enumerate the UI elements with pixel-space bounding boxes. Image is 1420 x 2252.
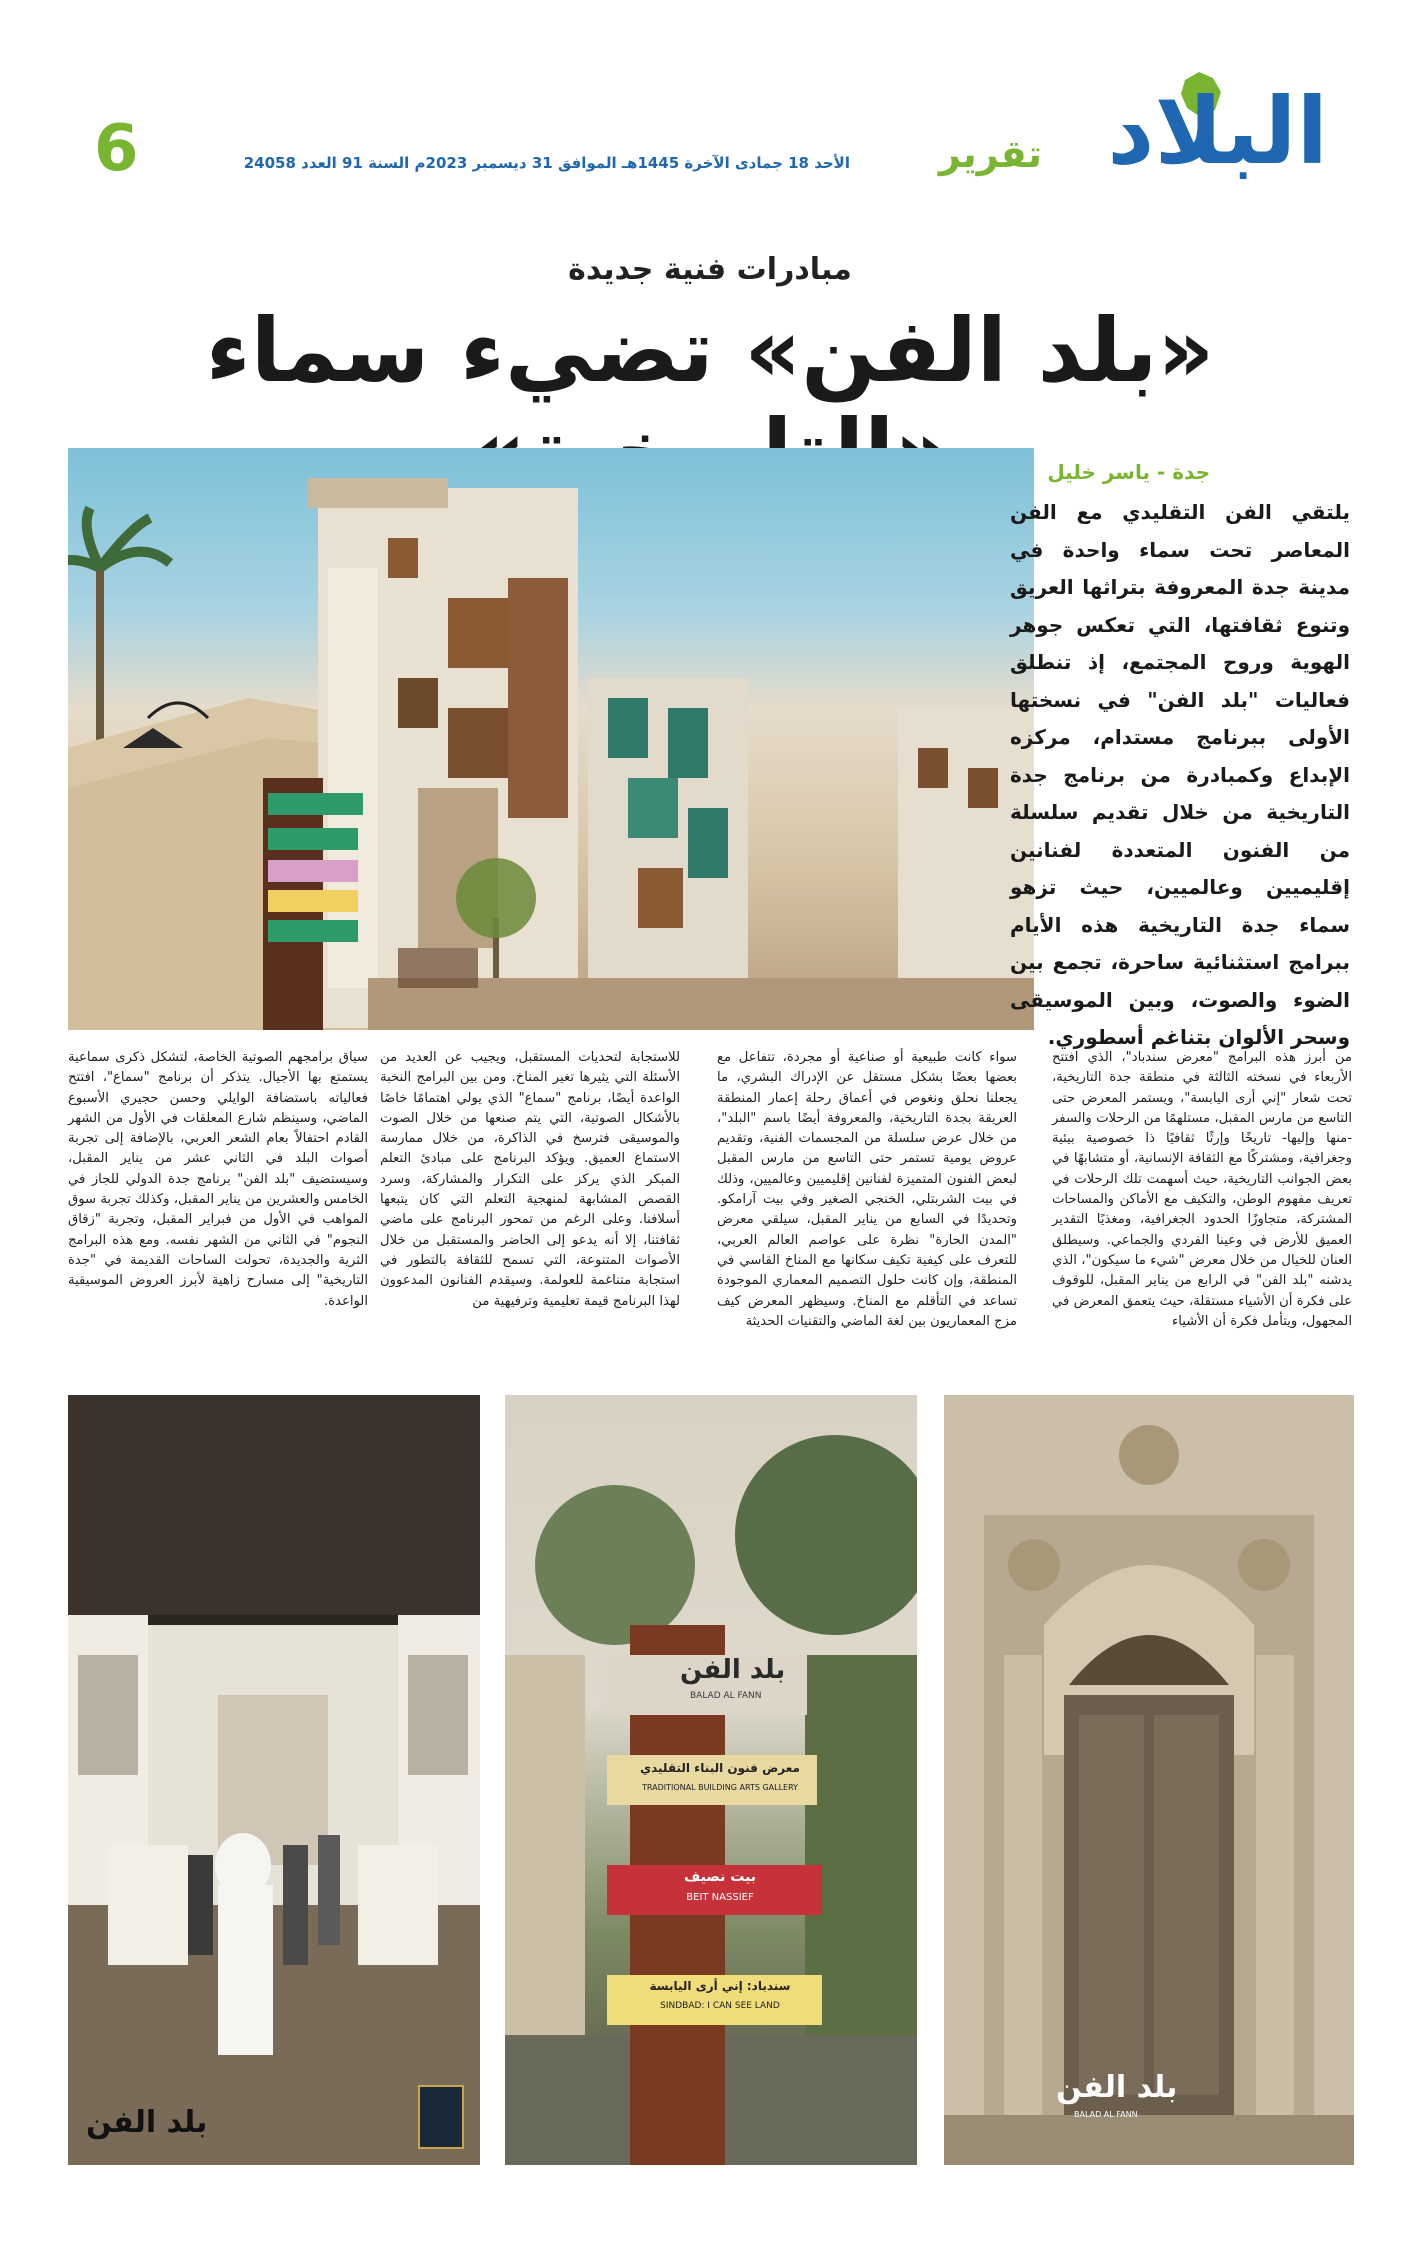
historic-buildings-illustration [68,448,1034,1030]
sign-top-latin: BALAD AL FANN [690,1691,762,1701]
sign-sindbad-ar: سندباد: إني أرى اليابسة [649,1979,791,1993]
balad-al-fann-watermark: بلد الفن [86,2105,208,2140]
newspaper-logo [1078,78,1328,198]
article-column-3: للاستجابة لتحديات المستقبل، ويجيب عن العديد من الأسئلة التي يثيرها تغير المناخ. ومن بين البرامج النخبة الواعدة أيضًا، برنامج "سماع" الذي يولي اهتمامًا خاصًا بالأشكال الصوتية، التي يتم صنعها من خلال الصوت والموسيقى فترسخ في الذاكرة، من خلال ممارسة الاستماع العميق. ويؤكد البرنامج على مبادئ التعلم المبكر الذي يركز على التكرار والمشاركة، وسرد القصص المشابهة لمنهجية التعلم التي كان يتبعها أسلافنا. وعلى الرغم من تمحور البرنامج على ماضي ثقافتنا، إلا أنه يدعو إلى الحاضر والمستقبل من خلال الأصوات المتنوعة، التي تسمح للثقافة بالتطور في استجابة متناغمة للعولمة. وسيقدم الفنانون المدعوون لهذا البرنامج قيمة تعليمية وترفيهية من [380,1050,680,1309]
article-kicker: مبادرات فنية جديدة [568,252,852,287]
article-column-1: من أبرز هذه البرامج "معرض سندباد"، الذي افتتح الأربعاء في نسخته الثالثة في منطقة جدة التاريخية، تحت شعار "إني أرى اليابسة"، ويستمر المعرض حتى التاسع من مارس المقبل، مستلهمًا من الرحلات والسفر -منها وإليها- تاريخًا وإرثًا ثقافيًا ذا خصوصية بيئية وجغرافية، ومشتركًا مع الثقافة الإنسانية، أو متشابهًا في بعض الجوانب التاريخية، حيث أسهمت تلك الرحلات في تعريف مفهوم الوطن، والتكيف مع الأماكن والمساحات المشتركة، متجاوزًا الحدود الجغرافية، ومغذيًا التقدير العميق للأرض في وعينا الفردي والجماعي. وسيطلق العنان للخيال من خلال معرض "شيء ما سيكون"، الذي يدشنه "بلد الفن" في الرابع من يناير المقبل، للوقوف على فكرة أن الأشياء مستقلة، حيث يتعمق المعرض في المجهول، ويتأمل فكرة أن الأشياء [1052,1050,1352,1329]
article-byline: جدة - ياسر خليل [1047,460,1210,484]
balad-al-fann-watermark-right: بلد الفن [1056,2070,1178,2105]
sign-gallery-ar: معرض فنون البناء التقليدي [640,1761,800,1775]
sign-nassief-en: BEIT NASSIEF [686,1892,754,1903]
dateline: الأحد 18 جمادى الآخرة 1445هـ الموافق 31 ديسمبر 2023م السنة 91 العدد 24058 [243,154,850,172]
balad-al-fann-watermark-latin: BALAD AL FANN [1074,2110,1138,2119]
historic-door-photo [944,1395,1354,2165]
sign-top-label: بلد الفن [680,1655,786,1685]
sign-nassief-ar: بيت نصيف [683,1869,757,1885]
article-column-4: سياق برامجهم الصوتية الخاصة، لتشكل ذكرى سماعية يستمتع بها الأجيال. يتذكر أن برنامج "سماع"، افتتح فعالياته باستضافة الوايلي وحسن حجيري الأسبوع الماضي، وسينظم شارع المعلقات في الأول من الشهر القادم احتفالاً بعام الشعر العربي، بالإضافة إلى تجربة أصوات البلد في الثاني عشر من يناير المقبل، وسيستضيف "بلد الفن" برنامج جدة الدولي للجاز في الخامس والعشرين من يناير المقبل، وكذلك تجربة سوق المواهب في الأول من فبراير المقبل، وتجربة "زقاق النجوم" في الثاني من الشهر نفسه. ومع هذه البرامج الثرية والجديدة، تحولت الساحات القديمة في "جدة التاريخية" إلى مسارح زاهية لأبرز العروض الموسيقية الواعدة. [68,1050,368,1309]
door-illustration [944,1395,1354,2165]
signpost-photo [505,1395,917,2165]
sign-gallery-en: TRADITIONAL BUILDING ARTS GALLERY [641,1783,799,1792]
section-label: تقرير [938,132,1042,176]
signpost-illustration [505,1395,917,2165]
institute-badge [418,2085,464,2149]
sign-sindbad-en: SINDBAD: I CAN SEE LAND [660,2001,780,2011]
gallery-interior-photo [68,1395,480,2165]
article-column-2: سواء كانت طبيعية أو صناعية أو مجردة، تتفاعل مع بعضها بعضًا بشكل مستقل عن الإدراك البشري، ما يجعلنا نحلق ونغوص في أعماق رحلة إعمار المنطقة العريقة بجدة التاريخية، والمعروفة أيضًا باسم "البلد"، من خلال عرض سلسلة من المجسمات الفنية، وتقديم عروض يومية تستمر حتى التاسع من مارس المقبل لبعض الفنون المتميزة لفنانين إقليميين وعالميين، وذلك في بيت الشربتلي، الخنجي الصغير وفي بيت آرامكو. وتحديدًا في السابع من يناير المقبل، سيلقي معرض "المدن الحارة" نظرة على عواصم العالم العربي، للتعرف على كيفية تكيف سكانها مع المناخ القاسي في المنطقة، وإن كانت حلول التصميم المعماري الموجودة تساعد في التأقلم مع المناخ. وسيظهر المعرض كيف مزج المعماريون بين لغة الماضي والتقنيات الحديثة [717,1050,1017,1329]
article-headline: «بلد الفن» تضيء سماء [205,299,1215,402]
gallery-illustration [68,1395,480,2165]
logo-text: البلاد [1107,78,1328,185]
article-lead: يلتقي الفن التقليدي مع الفن المعاصر تحت سماء واحدة في مدينة جدة المعروفة بتراثها العريق وتنوع ثقافتها، التي تعكس جوهر الهوية وروح المجتمع، إذ تنطلق فعاليات "بلد الفن" في نسختها الأولى ببرنامج مستدام، مركزه الإبداع وكمبادرة من برنامج جدة التاريخية من خلال تقديم سلسلة من الفنون المتعددة لفنانين إقليميين وعالميين، حيث تزهو سماء جدة التاريخية هذه الأيام ببرامج استثنائية ساحرة، تجمع بين الضوء والصوت، وبين الموسيقى وسحر الألوان بتناغم أسطوري. [1010,500,1350,1049]
page-number: 6 [94,112,139,186]
hero-photo [68,448,1034,1030]
